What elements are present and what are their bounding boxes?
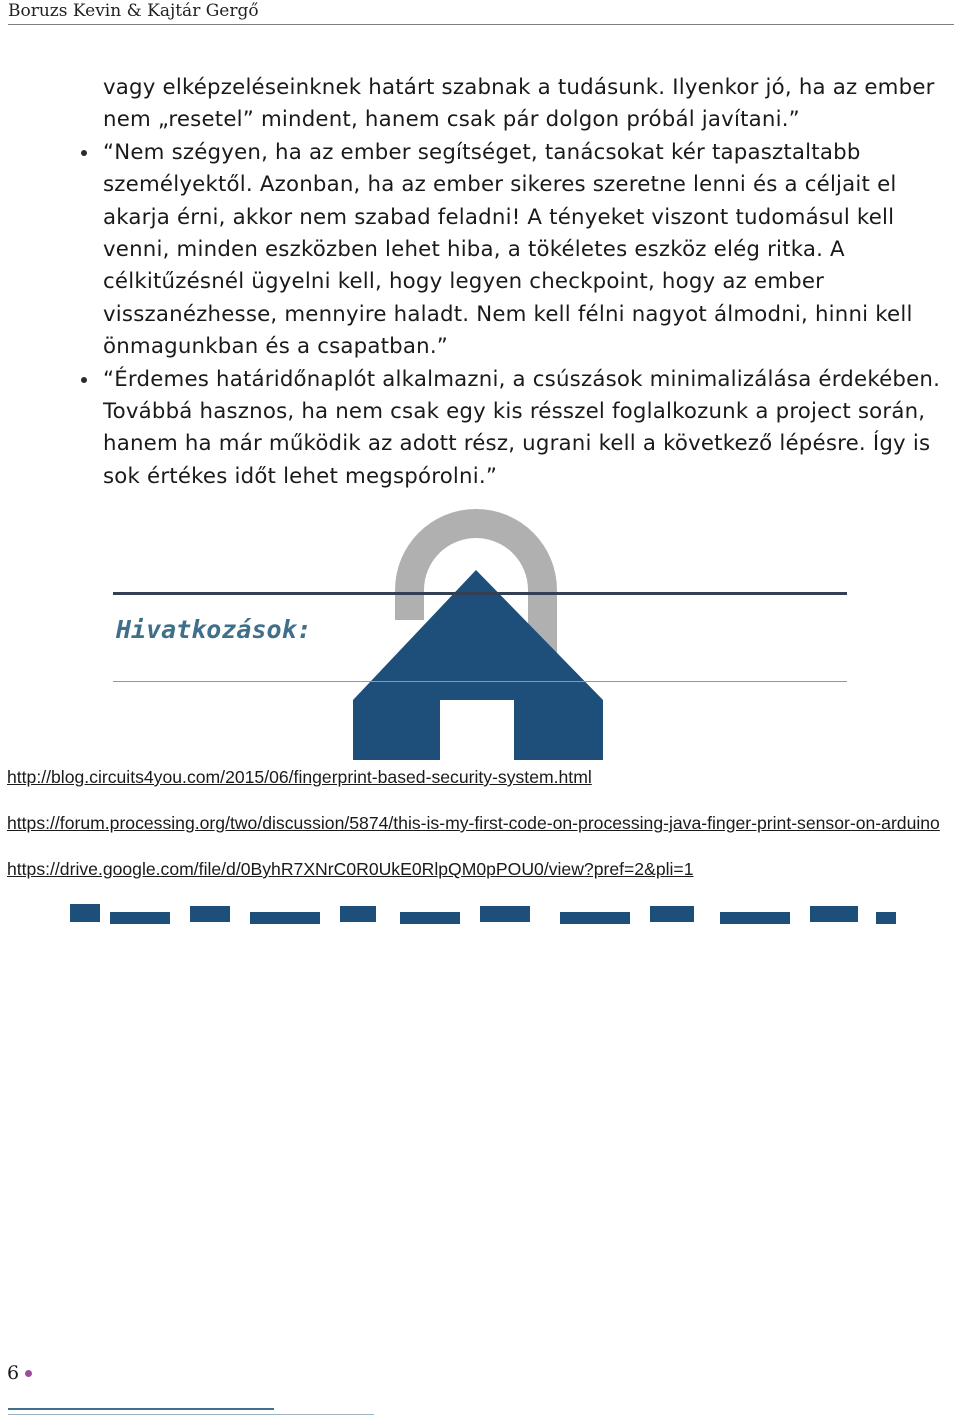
reference-link[interactable]: http://blog.circuits4you.com/2015/06/fingerprint-based-security-system.html xyxy=(7,767,592,787)
logo-text-fragment xyxy=(190,906,230,922)
footer-dot-icon xyxy=(25,1370,32,1377)
bullet-icon xyxy=(81,377,87,383)
reference-link[interactable]: https://drive.google.com/file/d/0ByhR7XNrC0R0UkE0RlpQM0pPOU0/view?pref=2&pli=1 xyxy=(7,859,694,879)
house-icon xyxy=(353,570,603,760)
divider xyxy=(113,681,847,682)
divider xyxy=(8,1408,274,1410)
list-item xyxy=(103,137,953,364)
body-content xyxy=(103,72,953,493)
logo-text-fragment xyxy=(110,912,170,924)
logo-text-fragment xyxy=(876,912,896,924)
continuation-paragraph: vagy elképzeléseinknek határt szabnak a tudásunk. Ilyenkor jó, ha az ember nem „resetel” mindent, hanem csak pár dolgon próbál javítani.” xyxy=(103,75,935,133)
logo-text-fragment xyxy=(560,912,630,924)
reference-link[interactable]: https://forum.processing.org/two/discussion/5874/this-is-my-first-code-on-processing-java-finger-print-sensor-on-arduino xyxy=(7,813,940,833)
bullet-icon xyxy=(81,150,87,156)
references-heading: Hivatkozások: xyxy=(116,615,312,644)
logo-text-fragment xyxy=(650,906,694,922)
logo-text-fragment xyxy=(340,906,376,922)
references-list xyxy=(7,765,947,903)
logo-text-fragment xyxy=(720,912,790,924)
logo-text-fragment xyxy=(810,906,858,922)
page-number: 6 xyxy=(7,1362,20,1384)
divider xyxy=(8,1414,374,1415)
list-item-text: “Érdemes határidőnaplót alkalmazni, a csúszások minimalizálása érdekében. Továbbá hasznos, ha nem csak egy kis résszel foglalkozunk a project során, hanem ha már működik az adott rész, ugrani kell a következő lépésre. Így is sok értékes időt lehet megspórolni.” xyxy=(103,366,941,489)
header-authors: Boruzs Kevin & Kajtár Gergő xyxy=(8,1,259,21)
divider xyxy=(113,592,847,595)
list-item-text: “Nem szégyen, ha az ember segítséget, tanácsokat kér tapasztaltabb személyektől. Azonban, ha az ember sikeres szeretne lenni és a céljait el akarja érni, akkor nem szabad feladni! A tényeket viszont tudomásul kell venni, minden eszközben lehet hiba, a tökéletes eszköz elég ritka. A célkitűzésnél ügyelni kell, hogy legyen checkpoint, hogy az ember visszanézhesse, mennyire haladt. Nem kell félni nagyot álmodni, hinni kell önmagunkban és a csapatban.” xyxy=(103,139,913,360)
logo-text-fragment xyxy=(70,904,100,922)
logo-text-fragment xyxy=(250,912,320,924)
logo-text-fragment xyxy=(400,912,460,924)
logo-text-fragment xyxy=(480,906,530,922)
list-item xyxy=(103,364,953,494)
